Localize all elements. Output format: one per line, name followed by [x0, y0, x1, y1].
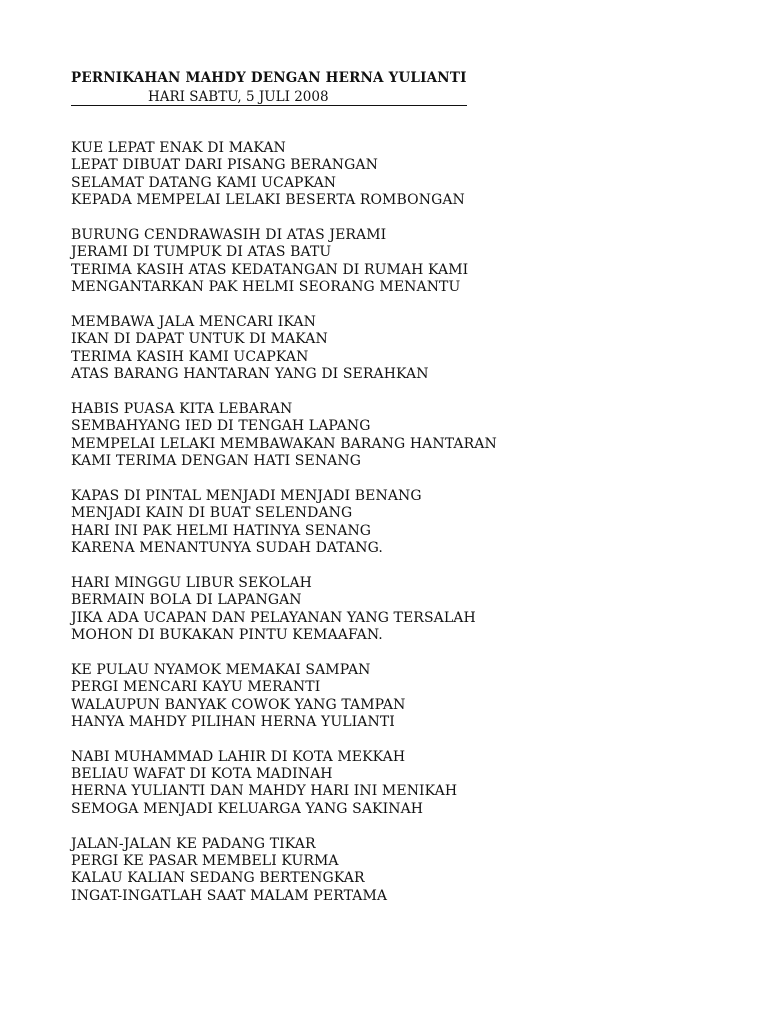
stanza	[71, 140, 751, 210]
poem-line: MEMPELAI LELAKI MEMBAWAKAN BARANG HANTARAN	[71, 435, 497, 452]
poem-line: INGAT-INGATLAH SAAT MALAM PERTAMA	[71, 887, 388, 904]
date-underline	[71, 89, 467, 106]
poem-line: SEMBAHYANG IED DI TENGAH LAPANG	[71, 418, 371, 435]
poem-line: MEMBAWA JALA MENCARI IKAN	[71, 313, 316, 330]
poem-line: KALAU KALIAN SEDANG BERTENGKAR	[71, 870, 365, 887]
poem-line: HARI MINGGU LIBUR SEKOLAH	[71, 574, 312, 591]
stanza	[71, 227, 751, 297]
stanza	[71, 749, 751, 819]
poem-line: KAMI TERIMA DENGAN HATI SENANG	[71, 453, 362, 470]
poem-line: MENGANTARKAN PAK HELMI SEORANG MENANTU	[71, 279, 461, 296]
poem-line: SEMOGA MENJADI KELUARGA YANG SAKINAH	[71, 800, 424, 817]
stanza	[71, 314, 751, 384]
poem-line: HABIS PUASA KITA LEBARAN	[71, 400, 293, 417]
poem-line: JIKA ADA UCAPAN DAN PELAYANAN YANG TERSALAH	[71, 609, 476, 626]
poem-line: KUE LEPAT ENAK DI MAKAN	[71, 140, 286, 156]
poem-line: BELIAU WAFAT DI KOTA MADINAH	[71, 766, 333, 783]
poem-line: PERGI KE PASAR MEMBELI KURMA	[71, 853, 339, 870]
poem-line: KAPAS DI PINTAL MENJADI MENJADI BENANG	[71, 487, 422, 504]
poem-line: HARI INI PAK HELMI HATINYA SENANG	[71, 522, 372, 539]
poem-body	[71, 140, 751, 923]
poem-line: PERGI MENCARI KAYU MERANTI	[71, 679, 321, 696]
poem-line: TERIMA KASIH KAMI UCAPKAN	[71, 348, 309, 365]
document-date: HARI SABTU, 5 JULI 2008	[148, 89, 329, 105]
poem-line: MENJADI KAIN DI BUAT SELENDANG	[71, 505, 353, 522]
poem-line: TERIMA KASIH ATAS KEDATANGAN DI RUMAH KAMI	[71, 261, 469, 278]
poem-line: LEPAT DIBUAT DARI PISANG BERANGAN	[71, 157, 378, 174]
poem-line: SELAMAT DATANG KAMI UCAPKAN	[71, 174, 337, 191]
poem-line: WALAUPUN BANYAK COWOK YANG TAMPAN	[71, 696, 406, 713]
poem-line: KEPADA MEMPELAI LELAKI BESERTA ROMBONGAN	[71, 192, 465, 209]
stanza	[71, 575, 751, 645]
stanza	[71, 662, 751, 732]
stanza	[71, 488, 751, 558]
poem-line: KARENA MENANTUNYA SUDAH DATANG.	[71, 539, 383, 556]
poem-line: BURUNG CENDRAWASIH DI ATAS JERAMI	[71, 226, 387, 243]
poem-line: IKAN DI DAPAT UNTUK DI MAKAN	[71, 331, 328, 348]
poem-line: BERMAIN BOLA DI LAPANGAN	[71, 592, 302, 609]
poem-line: MOHON DI BUKAKAN PINTU KEMAAFAN.	[71, 626, 383, 643]
stanza	[71, 401, 751, 471]
poem-line: JALAN-JALAN KE PADANG TIKAR	[71, 835, 316, 852]
poem-line: HERNA YULIANTI DAN MAHDY HARI INI MENIKAH	[71, 783, 458, 800]
poem-line: JERAMI DI TUMPUK DI ATAS BATU	[71, 244, 332, 261]
document-title: PERNIKAHAN MAHDY DENGAN HERNA YULIANTI	[71, 70, 467, 86]
poem-line: HANYA MAHDY PILIHAN HERNA YULIANTI	[71, 713, 395, 730]
poem-line: NABI MUHAMMAD LAHIR DI KOTA MEKKAH	[71, 748, 406, 765]
poem-line: ATAS BARANG HANTARAN YANG DI SERAHKAN	[71, 366, 429, 383]
poem-line: KE PULAU NYAMOK MEMAKAI SAMPAN	[71, 661, 371, 678]
stanza	[71, 836, 751, 906]
